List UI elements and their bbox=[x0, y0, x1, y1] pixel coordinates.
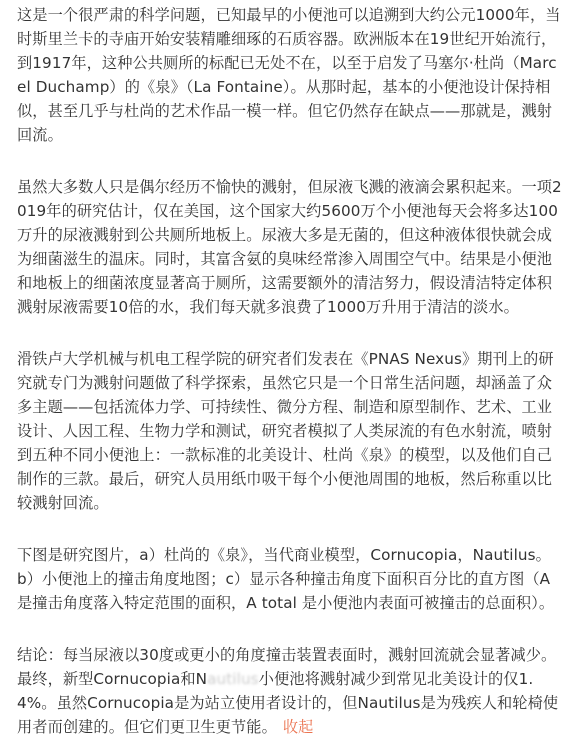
paragraph-research: 滑铁卢大学机械与机电工程学院的研究者们发表在《PNAS Nexus》期刊上的研究就专门为溅射问题做了科学探索，虽然它只是一个日常生活问题，却涵盖了众多主题——包括流体力学、可持续性、微分方程、制造和原型制作、艺术、工业设计、人因工程、生物力学和测试，研究者模拟了人类尿流的有色水射流，喷射到五种不同小便池上：一款标准的北美设计、杜尚《泉》的模型，以及他们自己制作的三款。最后，研究人员用纸巾吸干每个小便池周围的地板，然后称重以比较溅射回流。 bbox=[17, 350, 554, 512]
conclusion-text-after: 小便池将溅射减少到常见北美设计的仅1.4%。虽然Cornucopia是为站立使用者设计的，但Nautilus是为残疾人和轮椅使用者而创建的。但它们更卫生更节能。 bbox=[17, 670, 559, 736]
conclusion-text-before: 结论：每当尿液以30度或更小的角度撞击装置表面时，溅射回流就会显著减少。最终，新型Cornucopia和N bbox=[17, 646, 557, 688]
collapse-link[interactable]: 收起 bbox=[282, 718, 314, 736]
paragraph-splash-problem: 虽然大多数人只是偶尔经历不愉快的溅射，但尿液飞溅的液滴会累积起来。一项2019年的研究估计，仅在美国，这个国家大约5600万个小便池每天会将多达100万升的尿液溅射到公共厕所地板上。尿液大多是无菌的，但这种液体很快就会成为细菌滋生的温床。同时，其富含氨的臭味经常渗入周围空气中。结果是小便池和地板上的细菌浓度显著高于厕所，这需要额外的清洁努力，假设清洁特定体积溅射尿液需要10倍的水，我们每天就多浪费了1000万升用于清洁的淡水。 bbox=[17, 178, 562, 316]
blurred-text: autilus bbox=[207, 670, 259, 688]
article-body bbox=[0, 3, 573, 739]
paragraph-history: 这是一个很严肃的科学问题，已知最早的小便池可以追溯到大约公元1000年，当时斯里兰卡的寺庙开始安装精雕细琢的石质容器。欧洲版本在19世纪开始流行，到1917年，这种公共厕所的标配已无处不在，以至于启发了马塞尔·杜尚（Marcel Duchamp）的《泉》（La Fontaine）。从那时起，基本的小便池设计保持相似，甚至几乎与杜尚的艺术作品一模一样。但它仍然存在缺点——那就是，溅射回流。 bbox=[17, 6, 561, 144]
paragraph-figure-caption: 下图是研究图片，a）杜尚的《泉》，当代商业模型，Cornucopia，Nautilus。b）小便池上的撞击角度地图；c）显示各种撞击角度下面积百分比的直方图（A 是撞击角度落入特定范围的面积，A total 是小便池内表面可被撞击的总面积）。 bbox=[17, 546, 555, 612]
paragraph-conclusion bbox=[17, 643, 565, 739]
